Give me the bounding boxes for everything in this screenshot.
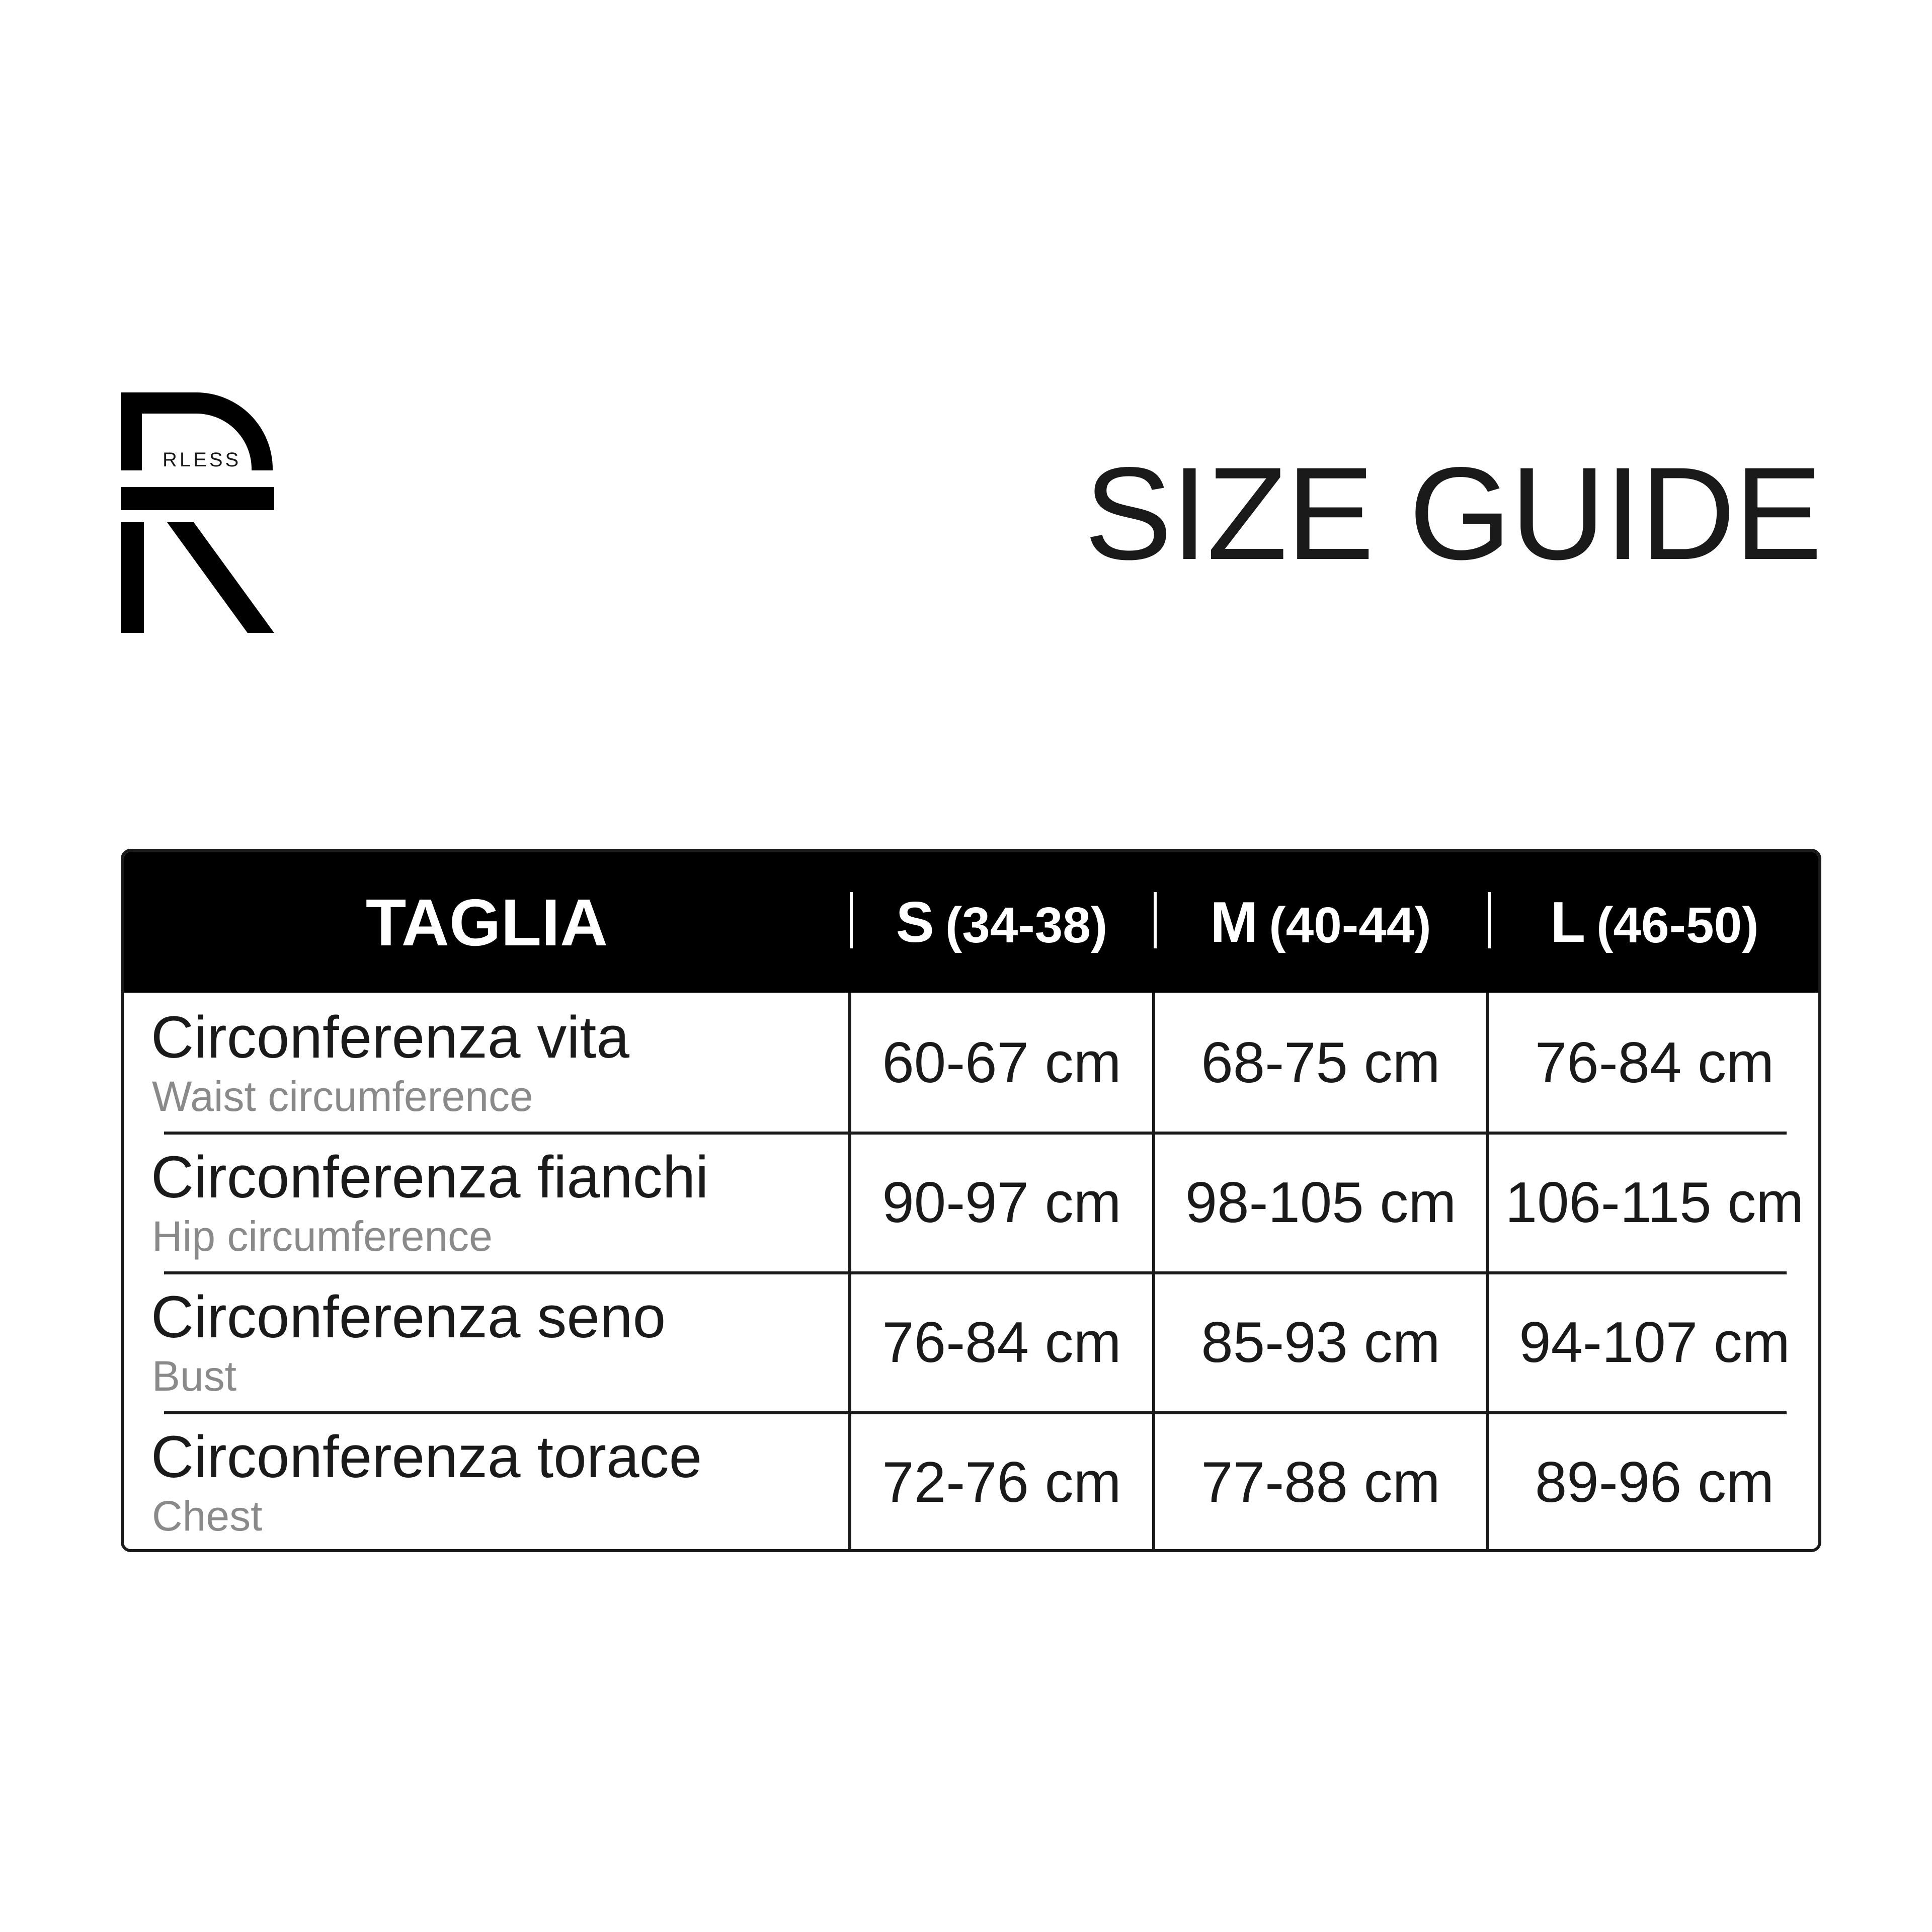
cell-size-l: 76-84 cm xyxy=(1535,1030,1775,1095)
cell-size-m: 98-105 cm xyxy=(1185,1170,1457,1235)
size-range: (34-38) xyxy=(945,897,1108,953)
size-letter: L xyxy=(1550,890,1586,954)
cell-size-m: 77-88 cm xyxy=(1201,1450,1440,1514)
cell-size-l: 89-96 cm xyxy=(1535,1450,1775,1514)
size-letter: M xyxy=(1210,890,1258,954)
cell-size-l: 106-115 cm xyxy=(1505,1170,1804,1235)
cell-size-l: 94-107 cm xyxy=(1519,1310,1790,1375)
cell-size-s: 72-76 cm xyxy=(882,1450,1121,1514)
table-row-chest xyxy=(124,1412,1818,1552)
header-size-m xyxy=(1154,852,1488,993)
row-label-it: Circonferenza fianchi xyxy=(151,1144,709,1211)
size-range: (40-44) xyxy=(1269,897,1431,953)
row-label-en: Hip circumference xyxy=(152,1213,493,1260)
table-row-waist xyxy=(124,993,1818,1133)
r-monogram-icon xyxy=(121,392,274,633)
row-label-it: Circonferenza vita xyxy=(151,1004,629,1071)
row-label-it: Circonferenza seno xyxy=(151,1284,666,1350)
page-title: SIZE GUIDE xyxy=(1084,440,1821,587)
cell-size-m: 85-93 cm xyxy=(1201,1310,1440,1375)
row-label-it: Circonferenza torace xyxy=(151,1424,702,1490)
row-label-en: Chest xyxy=(152,1492,263,1540)
cell-size-s: 90-97 cm xyxy=(882,1170,1121,1235)
header-taglia: TAGLIA xyxy=(365,885,608,959)
size-letter: S xyxy=(896,890,934,954)
cell-size-s: 60-67 cm xyxy=(882,1030,1121,1095)
row-label-en: Bust xyxy=(152,1352,237,1400)
cell-size-m: 68-75 cm xyxy=(1201,1030,1440,1095)
header-size-l xyxy=(1488,852,1821,993)
table-header xyxy=(124,852,1818,993)
header-size-s xyxy=(850,852,1154,993)
table-row-bust xyxy=(124,1272,1818,1412)
size-table xyxy=(121,849,1821,1552)
table-row-hip xyxy=(124,1133,1818,1272)
brand-wordmark: RLESS xyxy=(163,449,242,471)
brand-logo xyxy=(121,392,274,633)
size-range: (46-50) xyxy=(1596,897,1759,953)
cell-size-s: 76-84 cm xyxy=(882,1310,1121,1375)
row-label-en: Waist circumference xyxy=(152,1073,533,1120)
